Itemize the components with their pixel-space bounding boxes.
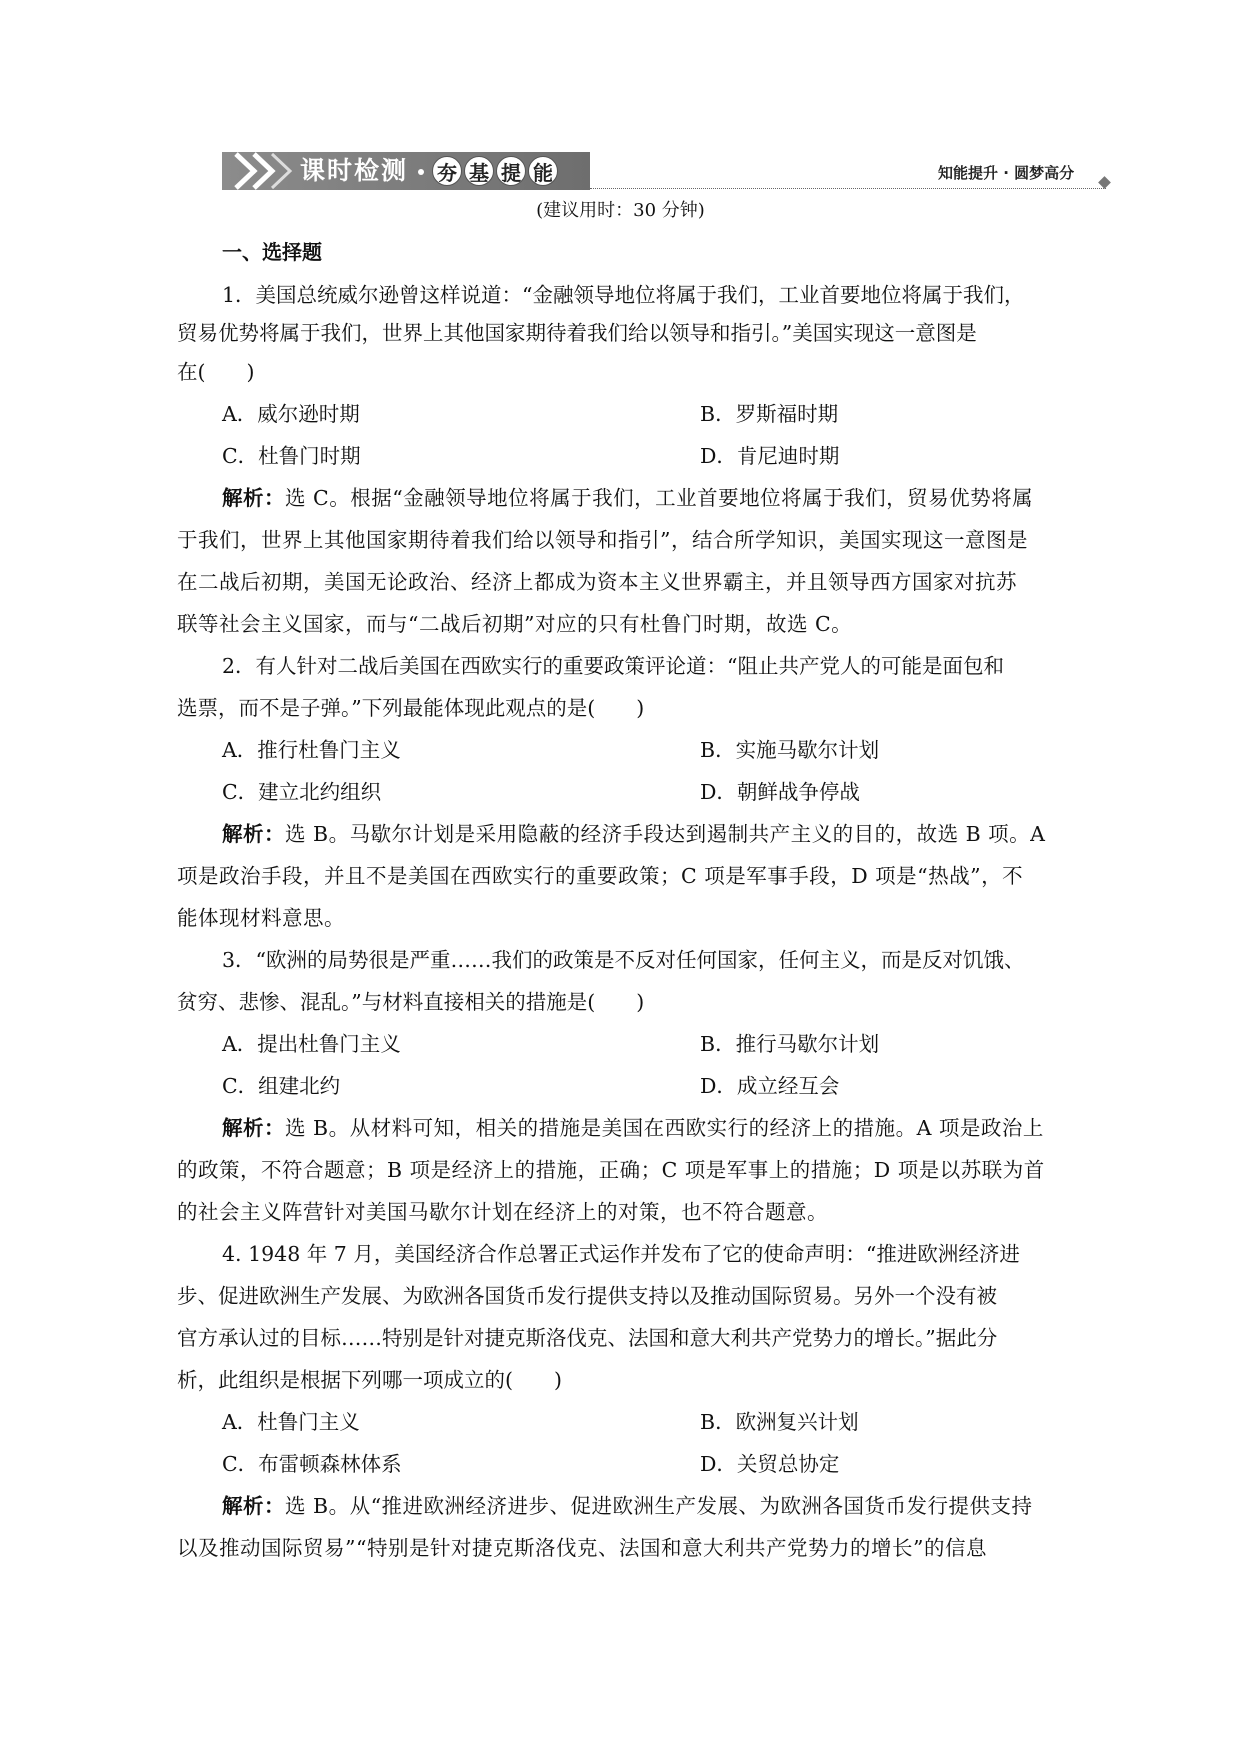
answer-option[interactable]: D．成立经互会 xyxy=(700,1074,840,1098)
analysis-line: 项是政治手段，并且不是美国在西欧实行的重要政策；C 项是军事手段，D 项是“热战”，不 xyxy=(177,864,1024,888)
analysis-text: 选 C。根据“金融领导地位将属于我们，工业首要地位将属于我们，贸易优势将属 xyxy=(285,486,1034,510)
analysis-line: 联等社会主义国家，而与“二战后初期”对应的只有杜鲁门时期，故选 C。 xyxy=(177,612,853,636)
answer-option[interactable]: B．推行马歇尔计划 xyxy=(700,1032,880,1056)
analysis-label: 解析： xyxy=(222,1494,285,1518)
answer-option[interactable]: B．实施马歇尔计划 xyxy=(700,738,880,762)
banner-separator-dot xyxy=(418,169,424,175)
question-stem-line: 在( ) xyxy=(177,360,255,384)
analysis-line: 以及推动国际贸易”“特别是针对捷克斯洛伐克、法国和意大利共产党势力的增长”的信息 xyxy=(177,1536,987,1560)
analysis-line: 于我们，世界上其他国家期待着我们给以领导和指引”，结合所学知识，美国实现这一意图是 xyxy=(177,528,1028,552)
banner-bubble-char: 能 xyxy=(528,156,558,186)
analysis-line: 的政策，不符合题意；B 项是经济上的措施，正确；C 项是军事上的措施；D 项是以苏联为首 xyxy=(177,1158,1045,1182)
answer-option[interactable]: D．朝鲜战争停战 xyxy=(700,780,860,804)
answer-option[interactable]: B．罗斯福时期 xyxy=(700,402,839,426)
answer-option[interactable]: C．建立北约组织 xyxy=(222,780,382,804)
answer-option[interactable]: A．推行杜鲁门主义 xyxy=(222,738,401,762)
banner-bubble-group xyxy=(432,156,558,186)
analysis-line: 能体现材料意思。 xyxy=(177,906,345,930)
question-stem-line: 2．有人针对二战后美国在西欧实行的重要政策评论道：“阻止共产党人的可能是面包和 xyxy=(222,654,1005,678)
question-stem-line: 3．“欧洲的局势很是严重……我们的政策是不反对任何国家，任何主义，而是反对饥饿、 xyxy=(222,948,1025,972)
answer-option[interactable]: A．提出杜鲁门主义 xyxy=(222,1032,401,1056)
question-stem-line: 官方承认过的目标……特别是针对捷克斯洛伐克、法国和意大利共产党势力的增长。”据此分 xyxy=(177,1326,998,1350)
analysis-line xyxy=(222,820,1045,848)
banner-bubble-char: 基 xyxy=(464,156,494,186)
analysis-line: 在二战后初期，美国无论政治、经济上都成为资本主义世界霸主，并且领导西方国家对抗苏 xyxy=(177,570,1017,594)
suggested-time-note: (建议用时：30 分钟) xyxy=(536,200,705,221)
question-stem-line: 步、促进欧洲生产发展、为欧洲各国货币发行提供支持以及推动国际贸易。另外一个没有被 xyxy=(177,1284,997,1308)
question-stem-line: 贸易优势将属于我们，世界上其他国家期待着我们给以领导和指引。”美国实现这一意图是 xyxy=(177,321,977,345)
answer-option[interactable]: C．组建北约 xyxy=(222,1074,341,1098)
answer-option[interactable]: C．杜鲁门时期 xyxy=(222,444,361,468)
answer-option[interactable]: A．杜鲁门主义 xyxy=(222,1410,360,1434)
analysis-line: 的社会主义阵营针对美国马歇尔计划在经济上的对策，也不符合题意。 xyxy=(177,1200,828,1224)
answer-option[interactable]: D．肯尼迪时期 xyxy=(700,444,840,468)
header-dotted-rule xyxy=(590,188,1106,189)
section-title: 一、选择题 xyxy=(222,240,322,264)
answer-option[interactable]: A．威尔逊时期 xyxy=(222,402,360,426)
question-stem-line: 选票，而不是子弹。”下列最能体现此观点的是( ) xyxy=(177,696,645,720)
analysis-text: 选 B。从材料可知，相关的措施是美国在西欧实行的经济上的措施。A 项是政治上 xyxy=(285,1116,1044,1140)
analysis-label: 解析： xyxy=(222,822,285,846)
header-tagline: 知能提升 · 圆梦高分 xyxy=(938,164,1075,182)
question-stem-line: 贫穷、悲惨、混乱。”与材料直接相关的措施是( ) xyxy=(177,990,645,1014)
question-stem-line: 1．美国总统威尔逊曾这样说道：“金融领导地位将属于我们，工业首要地位将属于我们， xyxy=(222,283,1025,307)
banner-bubble-char: 夯 xyxy=(432,156,462,186)
banner-bubble-char: 提 xyxy=(496,156,526,186)
analysis-line xyxy=(222,1492,1033,1520)
answer-option[interactable]: D．关贸总协定 xyxy=(700,1452,840,1476)
question-stem-line: 析，此组织是根据下列哪一项成立的( ) xyxy=(177,1368,562,1392)
diamond-icon xyxy=(1098,176,1111,189)
analysis-text: 选 B。马歇尔计划是采用隐蔽的经济手段达到遏制共产主义的目的，故选 B 项。A xyxy=(285,822,1046,846)
analysis-label: 解析： xyxy=(222,486,285,510)
answer-option[interactable]: C．布雷顿森林体系 xyxy=(222,1452,402,1476)
answer-option[interactable]: B．欧洲复兴计划 xyxy=(700,1410,859,1434)
analysis-line xyxy=(222,1114,1044,1142)
banner-title: 课时检测 xyxy=(300,156,409,185)
question-stem-line: 4. 1948 年 7 月，美国经济合作总署正式运作并发布了它的使命声明：“推进欧洲经济进 xyxy=(222,1242,1020,1266)
analysis-label: 解析： xyxy=(222,1116,285,1140)
analysis-text: 选 B。从“推进欧洲经济进步、促进欧洲生产发展、为欧洲各国货币发行提供支持 xyxy=(285,1494,1033,1518)
analysis-line xyxy=(222,484,1033,512)
double-chevron-icon xyxy=(232,150,302,192)
